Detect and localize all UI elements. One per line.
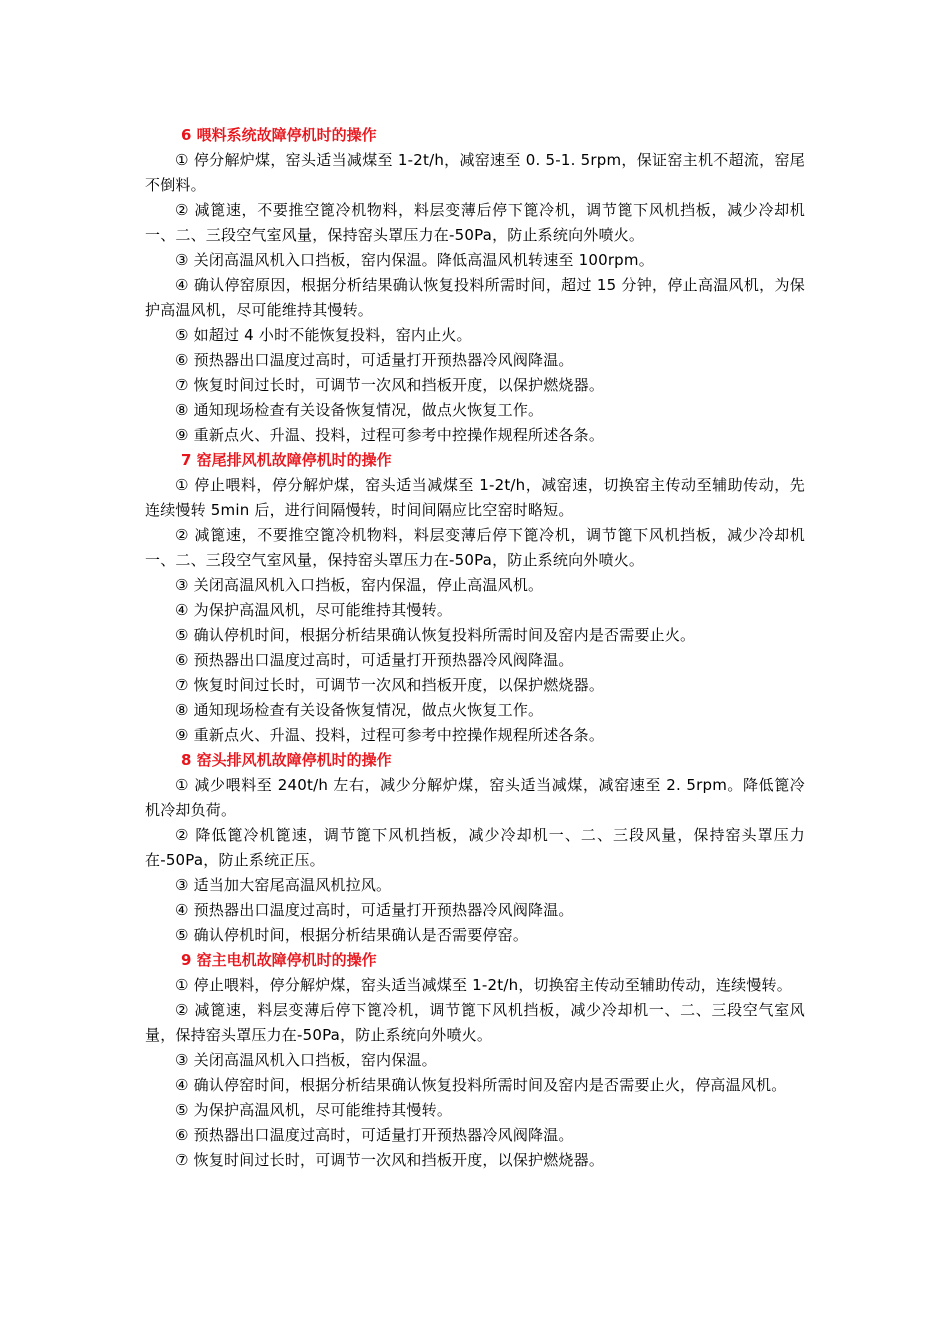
step-paragraph: ③ 适当加大窑尾高温风机拉风。 <box>175 876 392 894</box>
step-paragraph: ⑦ 恢复时间过长时，可调节一次风和挡板开度，以保护燃烧器。 <box>175 376 605 394</box>
step-paragraph: ② 减篦速，不要推空篦冷机物料，料层变薄后停下篦冷机，调节篦下风机挡板，减少冷却机一、二、三段空气室风量，保持窑头罩压力在-50Pa，防止系统向外喷火。 <box>145 526 805 569</box>
step-paragraph: ④ 确认停窑时间，根据分析结果确认恢复投料所需时间及窑内是否需要止火，停高温风机。 <box>175 1076 787 1094</box>
section-title: 6 喂料系统故障停机时的操作 <box>181 126 377 144</box>
step-paragraph: ② 降低篦冷机篦速，调节篦下风机挡板，减少冷却机一、二、三段风量，保持窑头罩压力在-50Pa，防止系统正压。 <box>145 826 805 869</box>
step-paragraph: ① 减少喂料至 240t/h 左右，减少分解炉煤，窑头适当减煤，减窑速至 2. 5rpm。降低篦冷机冷却负荷。 <box>145 776 805 819</box>
step-paragraph: ⑨ 重新点火、升温、投料，过程可参考中控操作规程所述各条。 <box>175 426 605 444</box>
step-paragraph: ① 停分解炉煤，窑头适当减煤至 1-2t/h，减窑速至 0. 5-1. 5rpm，保证窑主机不超流，窑尾不倒料。 <box>145 151 805 194</box>
step-paragraph: ⑤ 如超过 4 小时不能恢复投料，窑内止火。 <box>175 326 472 344</box>
step-paragraph: ① 停止喂料，停分解炉煤，窑头适当减煤至 1-2t/h，切换窑主传动至辅助传动，连续慢转。 <box>175 976 792 994</box>
step-paragraph: ① 停止喂料，停分解炉煤，窑头适当减煤至 1-2t/h，减窑速，切换窑主传动至辅助传动，先连续慢转 5min 后，进行间隔慢转，时间间隔应比空窑时略短。 <box>145 476 805 519</box>
step-paragraph: ③ 关闭高温风机入口挡板，窑内保温。降低高温风机转速至 100rpm。 <box>175 251 654 269</box>
step-paragraph: ⑥ 预热器出口温度过高时，可适量打开预热器冷风阀降温。 <box>175 1126 574 1144</box>
section-title: 8 窑头排风机故障停机时的操作 <box>181 751 392 769</box>
step-paragraph: ④ 预热器出口温度过高时，可适量打开预热器冷风阀降温。 <box>175 901 574 919</box>
section-title: 7 窑尾排风机故障停机时的操作 <box>181 451 392 469</box>
step-paragraph: ⑥ 预热器出口温度过高时，可适量打开预热器冷风阀降温。 <box>175 351 574 369</box>
step-paragraph: ⑨ 重新点火、升温、投料，过程可参考中控操作规程所述各条。 <box>175 726 605 744</box>
step-paragraph: ⑦ 恢复时间过长时，可调节一次风和挡板开度，以保护燃烧器。 <box>175 676 605 694</box>
step-paragraph: ⑤ 确认停机时间，根据分析结果确认是否需要停窑。 <box>175 926 529 944</box>
step-paragraph: ⑤ 为保护高温风机，尽可能维持其慢转。 <box>175 1101 453 1119</box>
step-paragraph: ⑤ 确认停机时间，根据分析结果确认恢复投料所需时间及窑内是否需要止火。 <box>175 626 696 644</box>
section-7 <box>145 448 805 748</box>
step-paragraph: ④ 确认停窑原因，根据分析结果确认恢复投料所需时间，超过 15 分钟，停止高温风机，为保护高温风机，尽可能维持其慢转。 <box>145 276 805 319</box>
document-page <box>145 123 805 1173</box>
section-8 <box>145 748 805 948</box>
step-paragraph: ⑧ 通知现场检查有关设备恢复情况，做点火恢复工作。 <box>175 401 544 419</box>
step-paragraph: ② 减篦速，不要推空篦冷机物料，料层变薄后停下篦冷机，调节篦下风机挡板，减少冷却机一、二、三段空气室风量，保持窑头罩压力在-50Pa，防止系统向外喷火。 <box>145 201 805 244</box>
step-paragraph: ③ 关闭高温风机入口挡板，窑内保温。 <box>175 1051 437 1069</box>
section-6 <box>145 123 805 448</box>
step-paragraph: ⑥ 预热器出口温度过高时，可适量打开预热器冷风阀降温。 <box>175 651 574 669</box>
step-paragraph: ⑧ 通知现场检查有关设备恢复情况，做点火恢复工作。 <box>175 701 544 719</box>
step-paragraph: ⑦ 恢复时间过长时，可调节一次风和挡板开度，以保护燃烧器。 <box>175 1151 605 1169</box>
section-9 <box>145 948 805 1173</box>
step-paragraph: ③ 关闭高温风机入口挡板，窑内保温，停止高温风机。 <box>175 576 544 594</box>
step-paragraph: ④ 为保护高温风机，尽可能维持其慢转。 <box>175 601 453 619</box>
step-paragraph: ② 减篦速，料层变薄后停下篦冷机，调节篦下风机挡板，减少冷却机一、二、三段空气室风量，保持窑头罩压力在-50Pa，防止系统向外喷火。 <box>145 1001 805 1044</box>
section-title: 9 窑主电机故障停机时的操作 <box>181 951 377 969</box>
